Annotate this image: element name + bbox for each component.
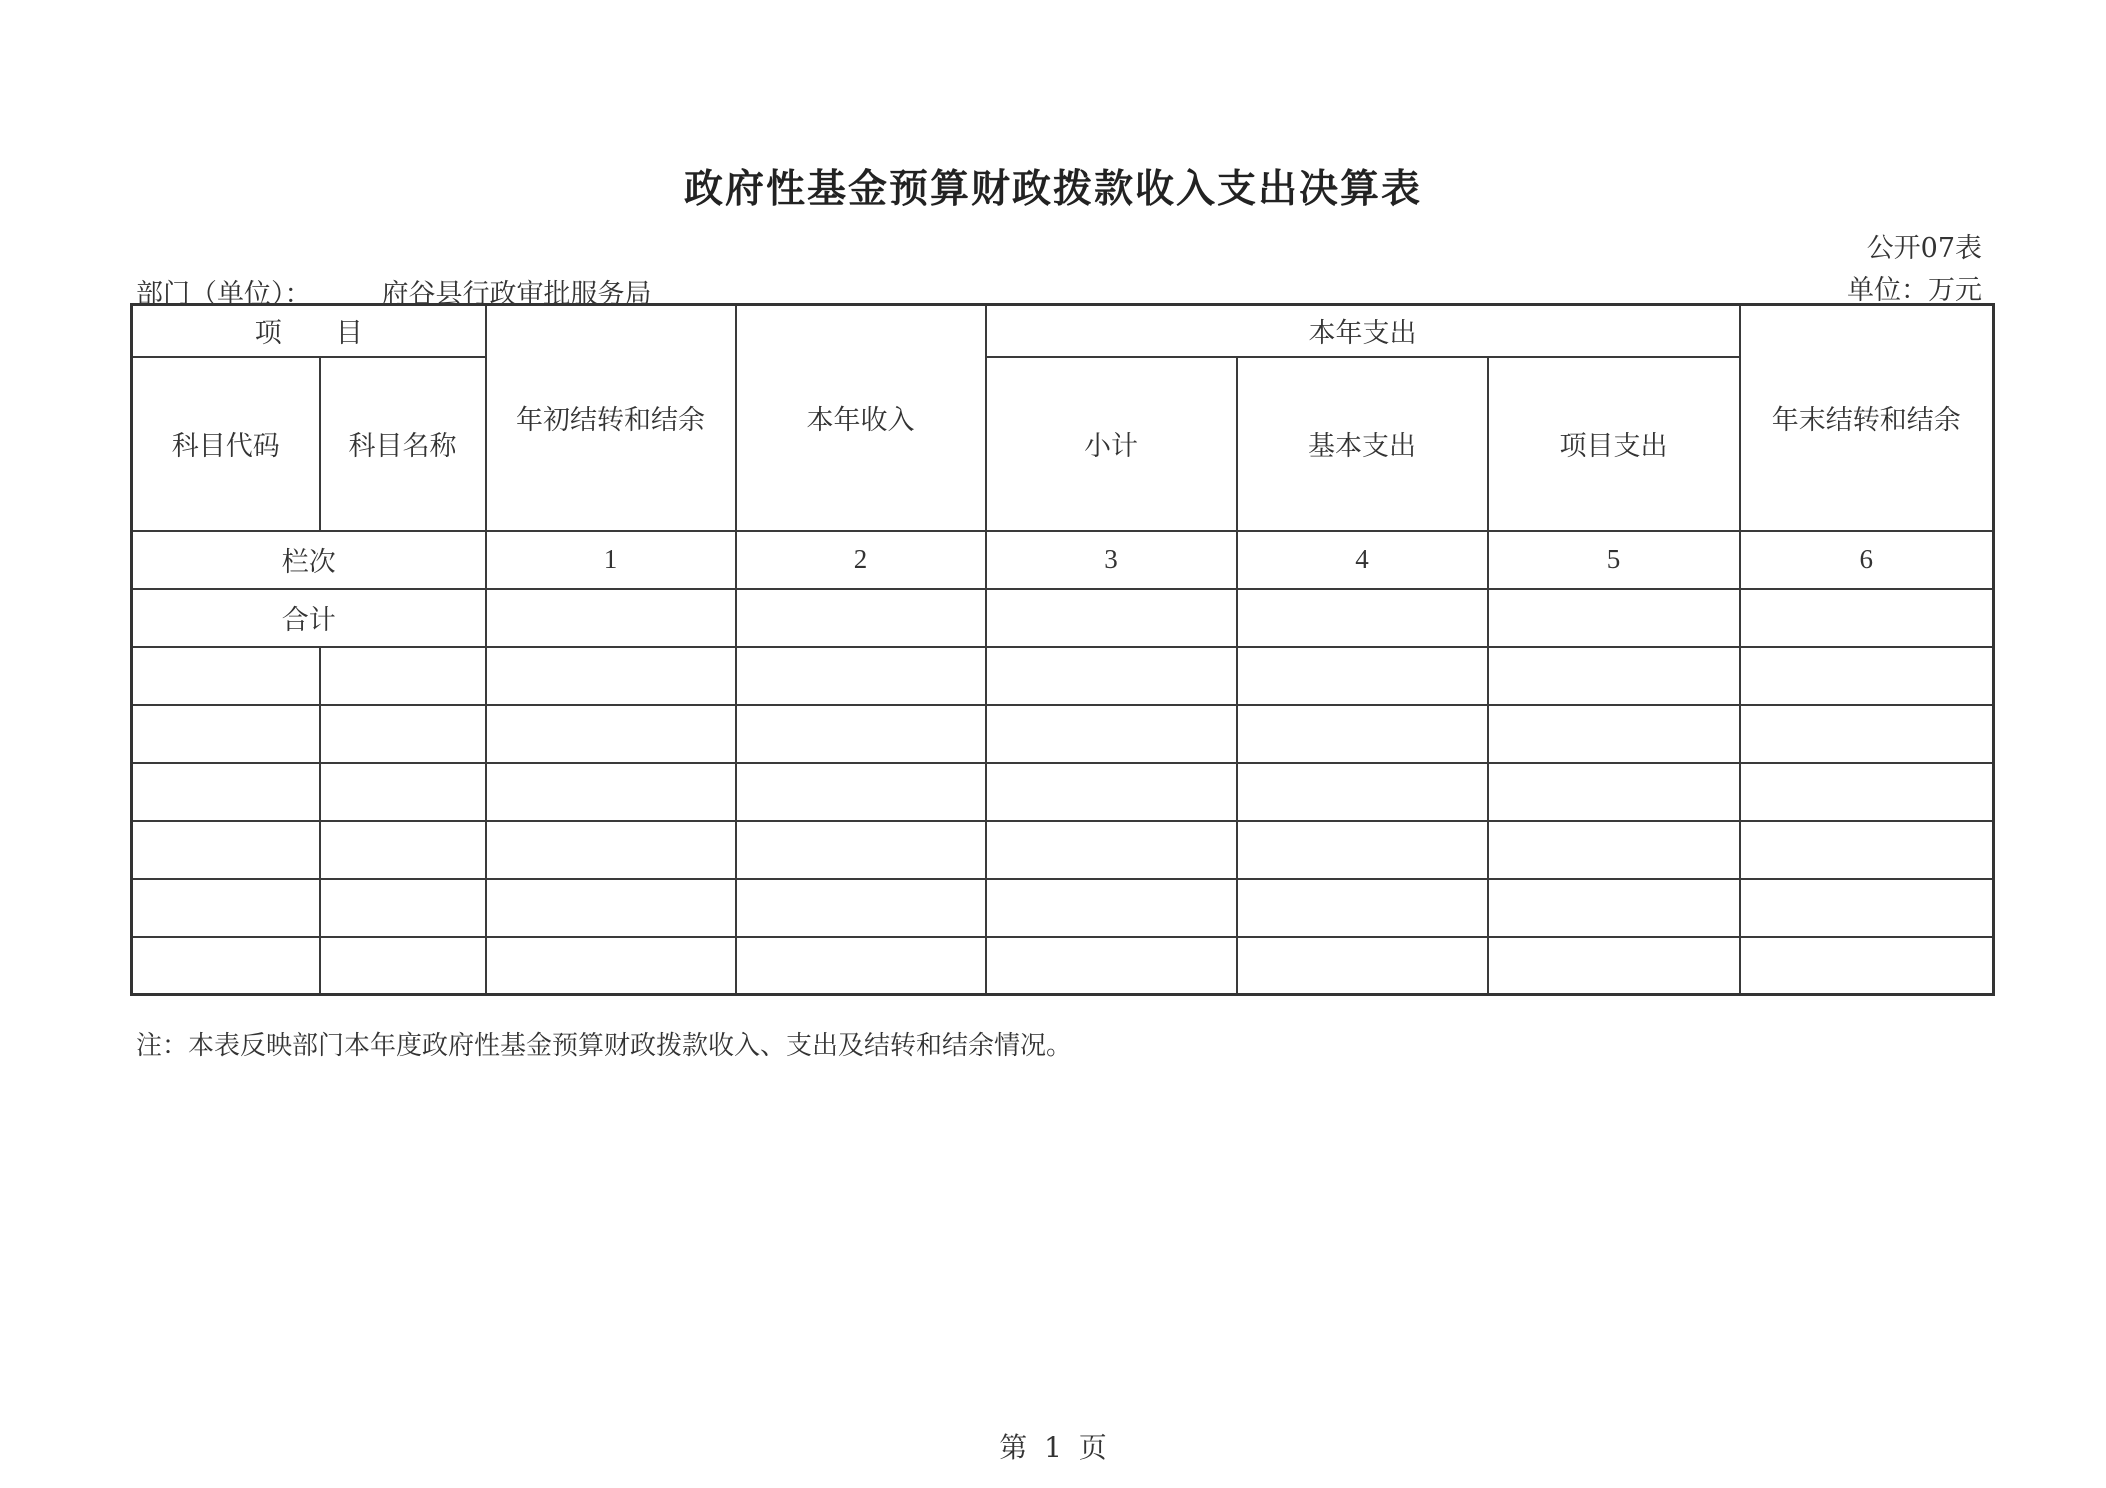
table-cell xyxy=(486,763,736,821)
table-row xyxy=(132,937,1994,995)
table-cell xyxy=(1488,879,1740,937)
table-cell xyxy=(1237,763,1488,821)
table-cell xyxy=(986,879,1237,937)
table-row xyxy=(132,647,1994,705)
table-cell xyxy=(320,763,486,821)
table-cell xyxy=(1488,705,1740,763)
table-cell xyxy=(1740,937,1994,995)
table-cell xyxy=(736,647,986,705)
page-number: 第 1 页 xyxy=(999,1431,1107,1464)
table-cell xyxy=(1237,705,1488,763)
table-cell xyxy=(1740,763,1994,821)
table-cell xyxy=(1488,763,1740,821)
table-cell xyxy=(486,821,736,879)
table-cell xyxy=(1740,879,1994,937)
table-cell xyxy=(320,705,486,763)
table-cell xyxy=(736,763,986,821)
table-cell xyxy=(486,705,736,763)
table-cell xyxy=(986,821,1237,879)
table-cell xyxy=(486,647,736,705)
table-cell xyxy=(1740,821,1994,879)
table-cell xyxy=(1237,879,1488,937)
column-index-6: 6 xyxy=(1740,531,1994,589)
page-title: 政府性基金预算财政拨款收入支出决算表 xyxy=(683,166,1422,212)
header-basic-expense: 基本支出 xyxy=(1237,357,1488,531)
total-row xyxy=(132,589,1994,647)
table-cell xyxy=(132,821,320,879)
header-current-expense: 本年支出 xyxy=(986,305,1740,357)
table-cell xyxy=(986,647,1237,705)
column-index-3: 3 xyxy=(986,531,1237,589)
column-index-4: 4 xyxy=(1237,531,1488,589)
department-label: 部门（单位）： xyxy=(136,279,312,310)
table-cell xyxy=(986,705,1237,763)
table-note: 注：本表反映部门本年度政府性基金预算财政拨款收入、支出及结转和结余情况。 xyxy=(136,1031,1073,1061)
table-row xyxy=(132,879,1994,937)
table-cell xyxy=(320,879,486,937)
header-closing-balance: 年末结转和结余 xyxy=(1740,305,1994,531)
total-label: 合计 xyxy=(132,589,486,647)
header-opening-balance: 年初结转和结余 xyxy=(486,305,736,531)
table-cell xyxy=(1740,705,1994,763)
column-index-5: 5 xyxy=(1488,531,1740,589)
table-cell xyxy=(132,647,320,705)
table-cell xyxy=(132,937,320,995)
table-cell xyxy=(320,821,486,879)
table-cell xyxy=(1237,647,1488,705)
header-current-income: 本年收入 xyxy=(736,305,986,531)
table-cell xyxy=(1740,647,1994,705)
column-index-label: 栏次 xyxy=(132,531,486,589)
column-index-2: 2 xyxy=(736,531,986,589)
table-cell xyxy=(486,879,736,937)
table-row xyxy=(132,763,1994,821)
table-cell xyxy=(736,705,986,763)
table-row xyxy=(132,705,1994,763)
table-cell xyxy=(132,763,320,821)
header-project: 项 目 xyxy=(132,305,486,357)
form-number: 公开07表 xyxy=(1866,233,1982,264)
table-cell xyxy=(320,647,486,705)
table-cell xyxy=(486,937,736,995)
table-cell xyxy=(132,879,320,937)
table-cell xyxy=(1237,821,1488,879)
department-value: 府谷县行政审批服务局 xyxy=(381,279,652,310)
table-cell xyxy=(1488,589,1740,647)
column-index-row xyxy=(132,531,1994,589)
table-cell xyxy=(1488,937,1740,995)
table-cell xyxy=(486,589,736,647)
table-cell xyxy=(320,937,486,995)
unit-label: 单位：万元 xyxy=(1847,275,1982,306)
table-cell xyxy=(986,763,1237,821)
header-subject-name: 科目名称 xyxy=(320,357,486,531)
header-subject-code: 科目代码 xyxy=(132,357,320,531)
header-project-expense: 项目支出 xyxy=(1488,357,1740,531)
table-cell xyxy=(986,589,1237,647)
table-cell xyxy=(736,821,986,879)
header-subtotal: 小计 xyxy=(986,357,1237,531)
column-index-1: 1 xyxy=(486,531,736,589)
table-cell xyxy=(132,705,320,763)
table-cell xyxy=(736,589,986,647)
table-cell xyxy=(986,937,1237,995)
table-cell xyxy=(1740,589,1994,647)
table-cell xyxy=(1488,821,1740,879)
table-cell xyxy=(1237,589,1488,647)
budget-table xyxy=(130,303,1995,996)
table-cell xyxy=(736,879,986,937)
table-row xyxy=(132,821,1994,879)
table-cell xyxy=(1237,937,1488,995)
table-cell xyxy=(736,937,986,995)
table-cell xyxy=(1488,647,1740,705)
